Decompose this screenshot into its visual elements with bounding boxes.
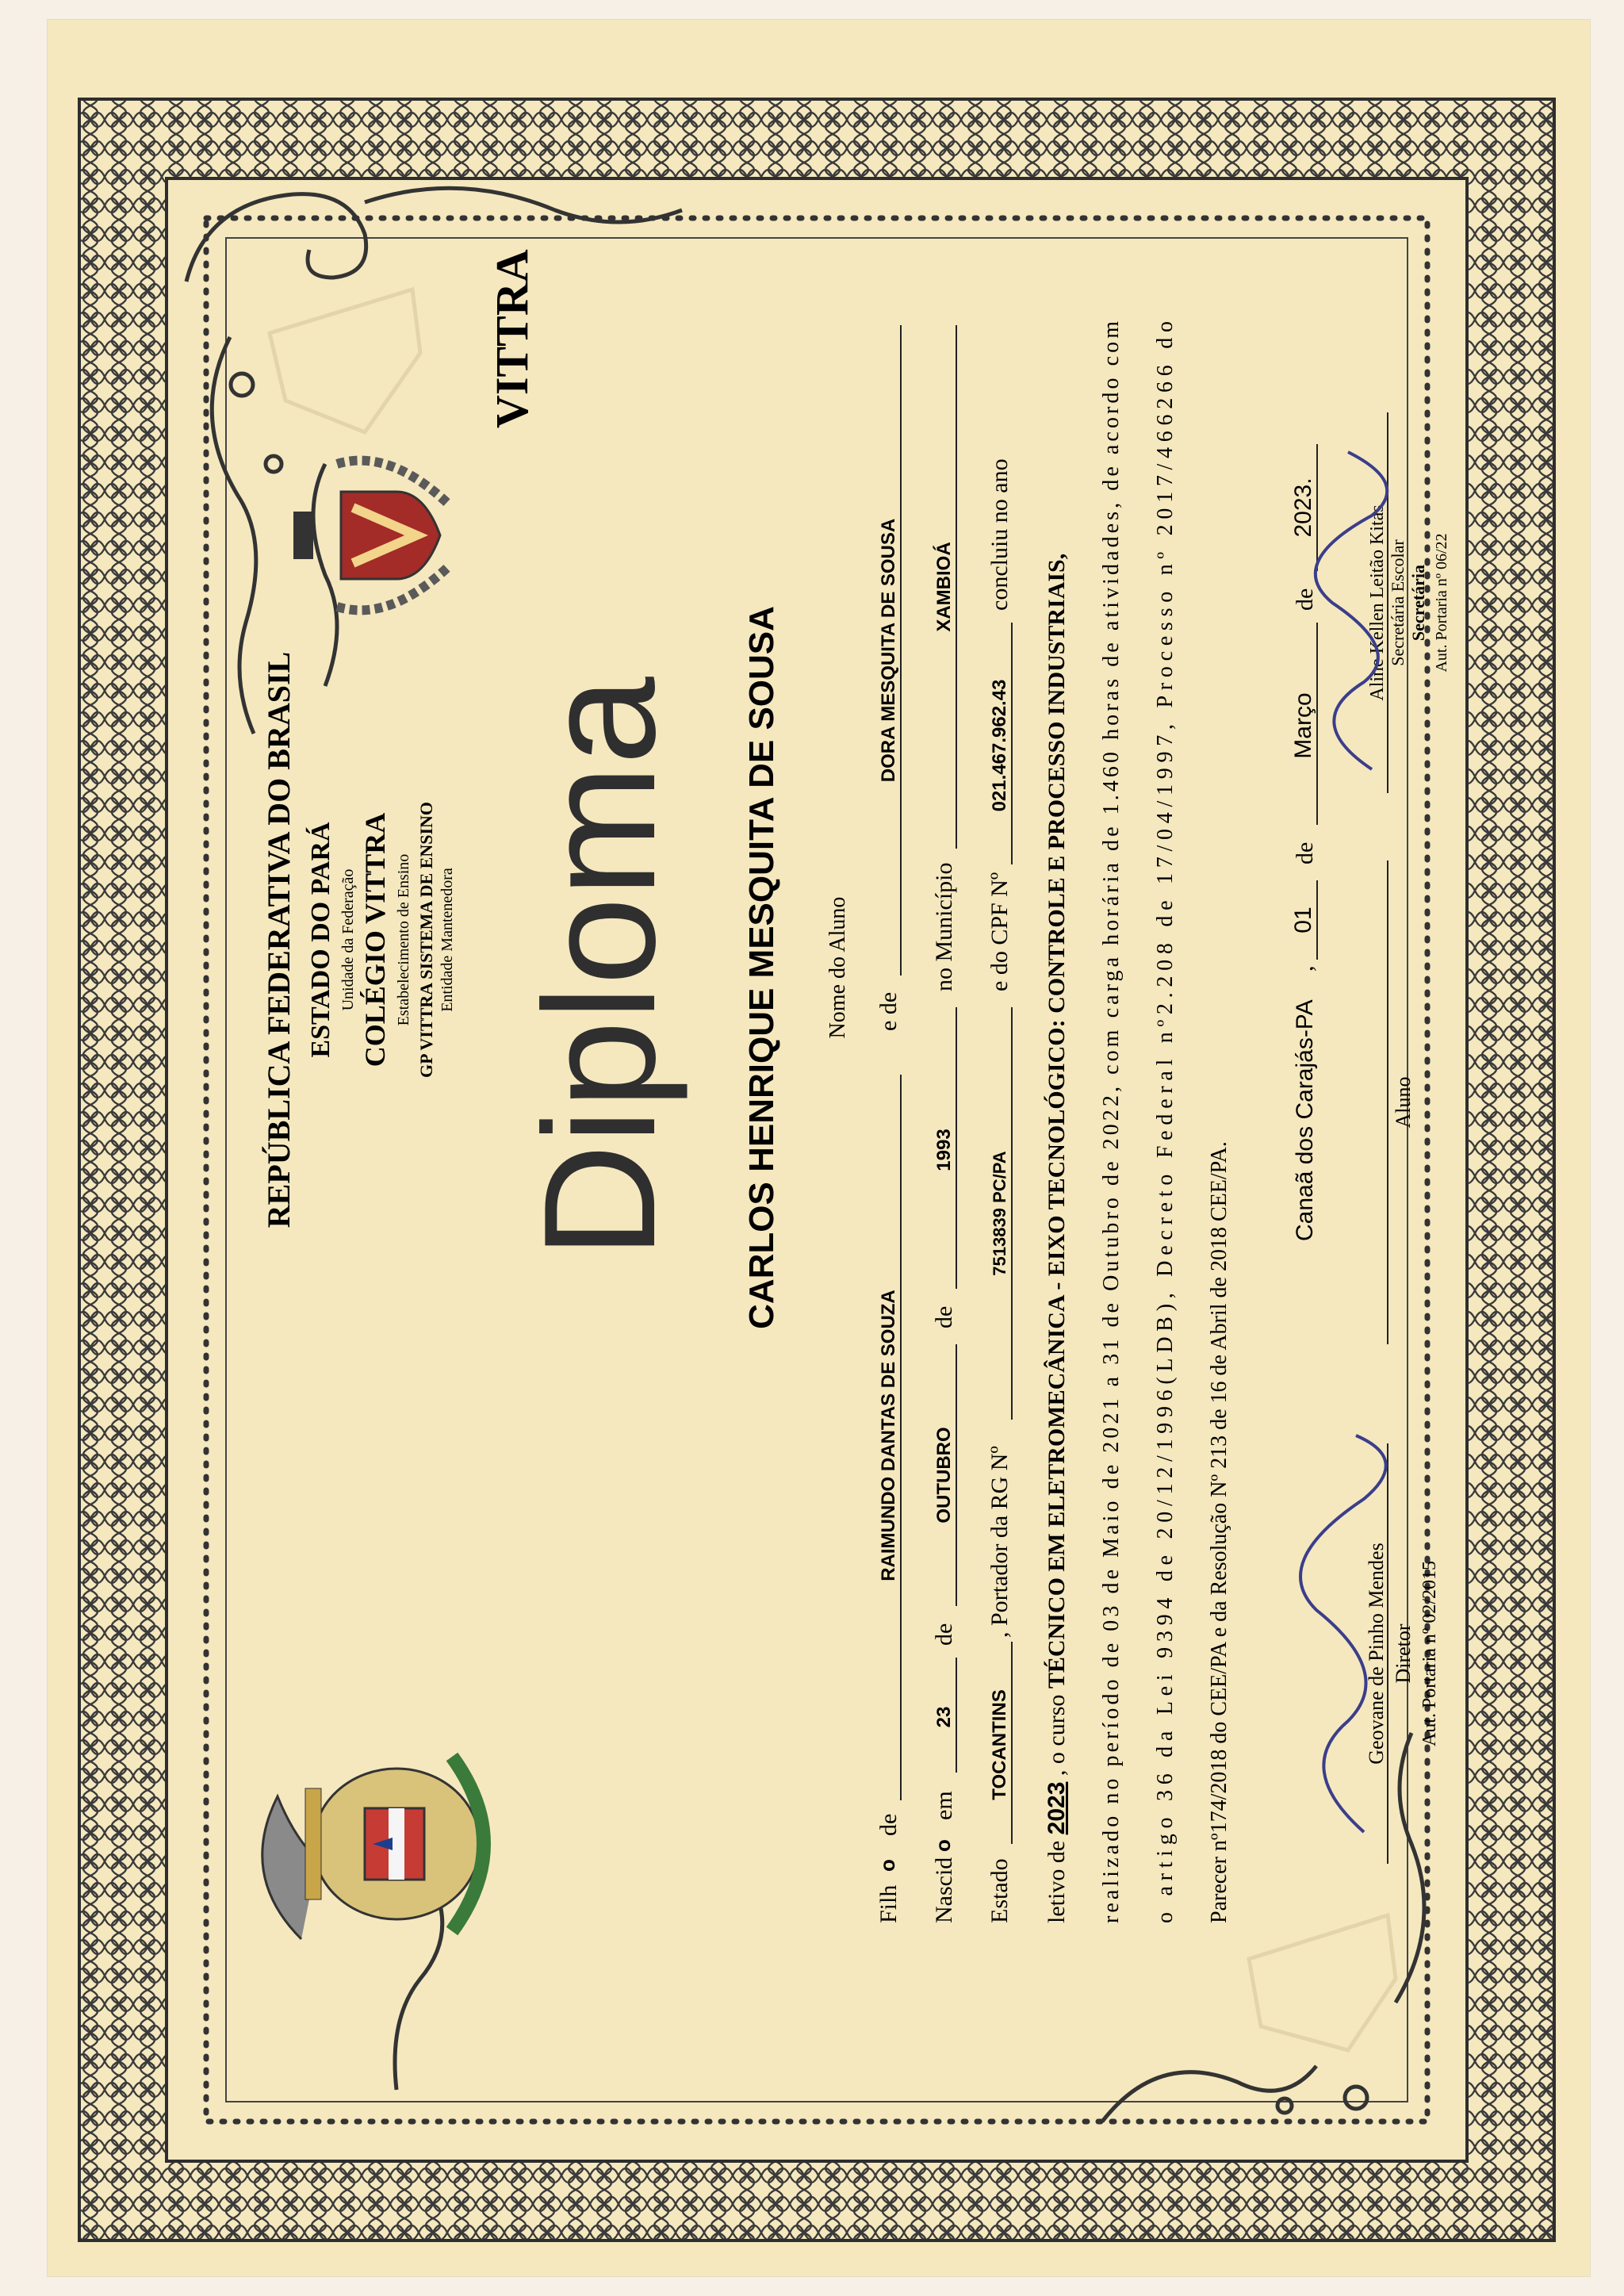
- letivo-label: letivo de: [1044, 1840, 1070, 1923]
- body-line-3: realizado no período de 03 de Maio de 2021 a 31 de Outubro de 2022, com carga horária de 1.460 horas de atividades, de acordo com: [1099, 321, 1124, 1923]
- student-name-label: Nome do Aluno: [825, 896, 850, 1039]
- secretary-title: Secretária Escolar: [1388, 539, 1408, 666]
- secretary-auth: Aut. Portaria nº 06/22: [1433, 533, 1450, 673]
- cpf-label: e do CPF Nº: [986, 872, 1013, 991]
- municipio-label: no Município: [931, 862, 957, 991]
- estado-label: Estado: [986, 1858, 1013, 1923]
- de-label: de: [875, 1813, 902, 1836]
- student-name: CARLOS HENRIQUE MESQUITA DE SOUSA: [742, 606, 781, 1329]
- maintainer-name: GP VITTRA SISTEMA DE ENSINO: [416, 801, 436, 1079]
- course-line: [1044, 554, 1070, 1923]
- date-comma: ,: [1292, 965, 1318, 972]
- state-heading: ESTADO DO PARÁ: [306, 822, 335, 1058]
- filho-label: Filh: [875, 1884, 902, 1923]
- mother-name: DORA MESQUITA DE SOUSA: [878, 518, 899, 783]
- director-auth: Aut. Portaria nº 02/2015: [1419, 1560, 1440, 1747]
- rg-value: 7513839 PC/PA: [990, 1151, 1009, 1276]
- rg-label: , Portador da RG Nº: [986, 1446, 1013, 1638]
- school-name: COLÉGIO VITTRA: [359, 812, 391, 1068]
- gender-letter: o: [931, 1839, 955, 1852]
- cpf-value: 021.467.962.43: [989, 679, 1010, 812]
- date-city: Canaã dos Carajás-PA: [1292, 999, 1318, 1241]
- birth-year: 1993: [933, 1129, 955, 1171]
- country-heading: REPÚBLICA FEDERATIVA DO BRASIL: [261, 651, 297, 1228]
- secretary-role: Secretária: [1408, 564, 1428, 642]
- municipio-value: XAMBIOÁ: [933, 542, 955, 632]
- date-day: 01: [1290, 907, 1316, 933]
- date-de-2: de: [1292, 588, 1318, 611]
- school-role-label: Estabelecimento de Ensino: [395, 853, 412, 1026]
- date-month: Março: [1290, 692, 1316, 759]
- date-year: 2023.: [1290, 477, 1316, 538]
- federation-unit-label: Unidade da Federação: [339, 868, 357, 1011]
- body-line-4: o artigo 36 da Lei 9394 de 20/12/1996(LDB), Decreto Federal nº2.208 de 17/04/1997, Processo nº 2017/466266 do: [1153, 320, 1178, 1923]
- director-role: Diretor: [1392, 1623, 1415, 1684]
- birth-day: 23: [933, 1706, 955, 1728]
- secretary-name: Aline Kellen Leitão Kitas: [1367, 504, 1388, 701]
- diploma-sheet: [48, 20, 1590, 2276]
- student-role: Aluno: [1392, 1076, 1415, 1129]
- director-name: Geovane de Pinho Mendes: [1365, 1543, 1388, 1765]
- e-de-label: e de: [875, 991, 902, 1031]
- body-line-5: Parecer nº174/2018 do CEE/PA e da Resolução Nº 213 de 16 de Abril de 2018 CEE/PA.: [1207, 1141, 1231, 1923]
- de-label: de: [931, 1623, 957, 1646]
- course-year: 2023: [1044, 1781, 1070, 1835]
- gender-letter: o: [875, 1859, 899, 1872]
- maintainer-role-label: Entidade Mantenedora: [439, 868, 456, 1012]
- date-de-1: de: [1292, 841, 1318, 864]
- diploma-canvas: [48, 20, 1590, 2276]
- course-prefix: , o curso: [1044, 1694, 1070, 1777]
- birth-month: OUTUBRO: [933, 1427, 955, 1524]
- diploma-title: Diploma: [511, 677, 688, 1259]
- course-name: TÉCNICO EM ELETROMECÂNICA - EIXO TECNOLÓGICO: CONTROLE E PROCESSO INDUSTRIAIS,: [1044, 553, 1070, 1689]
- de-label: de: [931, 1305, 957, 1328]
- nascido-label: Nascid: [931, 1857, 957, 1923]
- vittra-brand: VITTRA: [486, 249, 538, 428]
- concluiu-label: concluiu no ano: [986, 458, 1013, 611]
- estado-value: TOCANTINS: [989, 1689, 1010, 1800]
- father-name: RAIMUNDO DANTAS DE SOUZA: [878, 1290, 899, 1581]
- em-label: em: [931, 1791, 957, 1820]
